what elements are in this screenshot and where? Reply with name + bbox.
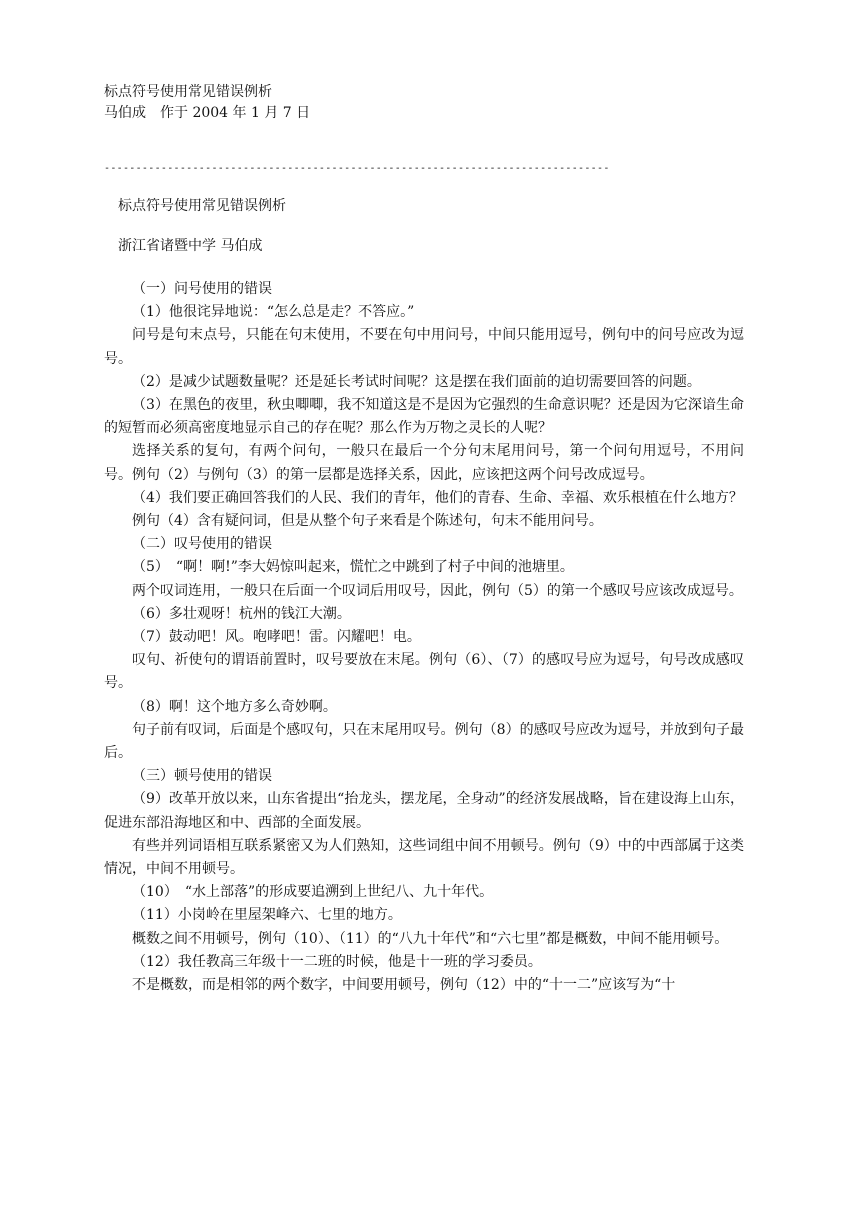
paragraph-3: 例句（4）含有疑问词，但是从整个句子来看是个陈述句，句末不能用问号。	[132, 513, 603, 530]
document-title: 标点符号使用常见错误例析	[104, 84, 272, 100]
article-author: 浙江省诸暨中学 马伯成	[118, 238, 263, 254]
example-12: （12）我任教高三年级十一二班的时候，他是十一班的学习委员。	[132, 953, 542, 970]
section-heading-1: （一）问号使用的错误	[132, 281, 272, 297]
paragraph-9: 不是概数，而是相邻的两个数字，中间要用顿号，例句（12）中的“十一二”应该写为“十	[132, 977, 676, 994]
example-1: （1）他很诧异地说：“怎么总是走？不答应。”	[132, 304, 415, 321]
example-2: （2）是减少试题数量呢？还是延长考试时间呢？这是摆在我们面前的迫切需要回答的问题。	[132, 373, 701, 390]
document-page	[104, 82, 744, 997]
section-heading-2: （二）叹号使用的错误	[132, 536, 272, 553]
separator-rule: --------------------------------------------------------------------------------	[104, 163, 610, 174]
paragraph-4: 两个叹词连用，一般只在后面一个叹词后用叹号，因此，例句（5）的第一个感叹号应该改成逗号。	[132, 582, 743, 599]
example-7: （7）鼓动吧！风。咆哮吧！雷。闪耀吧！电。	[132, 629, 421, 646]
section-heading-3: （三）顿号使用的错误	[132, 768, 272, 785]
example-11: （11）小岗岭在里屋架峰六、七里的地方。	[132, 907, 402, 924]
paragraph-7: 有些并列词语相互联系紧密又为人们熟知，这些词组中间不用顿号。例句（9）中的中西部属于这类情况，中间不用顿号。	[104, 837, 744, 878]
document-byline: 马伯成 作于 2004 年 1 月 7 日	[104, 105, 311, 121]
example-4: （4）我们要正确回答我们的人民、我们的青年，他们的青春、生命、幸福、欢乐根植在什么地方？	[132, 489, 743, 506]
example-3: （3）在黑色的夜里，秋虫唧唧，我不知道这是不是因为它强烈的生命意识呢？还是因为它深谙生命的短暂而必须高密度地显示自己的存在呢？那么作为万物之灵长的人呢？	[104, 397, 744, 437]
paragraph-2: 选择关系的复句，有两个问句，一般只在最后一个分句末尾用问号，第一个问句用逗号，不用问号。例句（2）与例句（3）的第一层都是选择关系，因此，应该把这两个问号改成逗号。	[104, 443, 744, 483]
example-9: （9）改革开放以来，山东省提出“抬龙头，摆龙尾，全身动”的经济发展战略，旨在建设海上山东，促进东部沿海地区和中、西部的全面发展。	[104, 791, 744, 831]
paragraph-1: 问号是句末点号，只能在句末使用，不要在句中用问号，中间只能用逗号，例句中的问号应改为逗号。	[104, 327, 744, 367]
paragraph-6: 句子前有叹词，后面是个感叹句，只在末尾用叹号。例句（8）的感叹号应改为逗号，并放到句子最后。	[104, 721, 744, 762]
article-body	[104, 278, 744, 997]
paragraph-5: 叹句、祈使句的谓语前置时，叹号要放在末尾。例句（6）、（7）的感叹号应为逗号，句号改成感叹号。	[104, 652, 744, 692]
example-6: （6）多壮观呀！杭州的钱江大潮。	[132, 605, 351, 622]
example-5: （5） “啊！啊!”李大妈惊叫起来，慌忙之中跳到了村子中间的池塘里。	[132, 559, 574, 576]
article-title: 标点符号使用常见错误例析	[118, 198, 286, 214]
example-10: （10） “水上部落”的形成要追溯到上世纪八、九十年代。	[132, 884, 494, 901]
example-8: （8）啊！这个地方多么奇妙啊。	[132, 698, 337, 715]
paragraph-8: 概数之间不用顿号，例句（10）、（11）的“八九十年代”和“六七里”都是概数，中间不能用顿号。	[132, 930, 729, 947]
